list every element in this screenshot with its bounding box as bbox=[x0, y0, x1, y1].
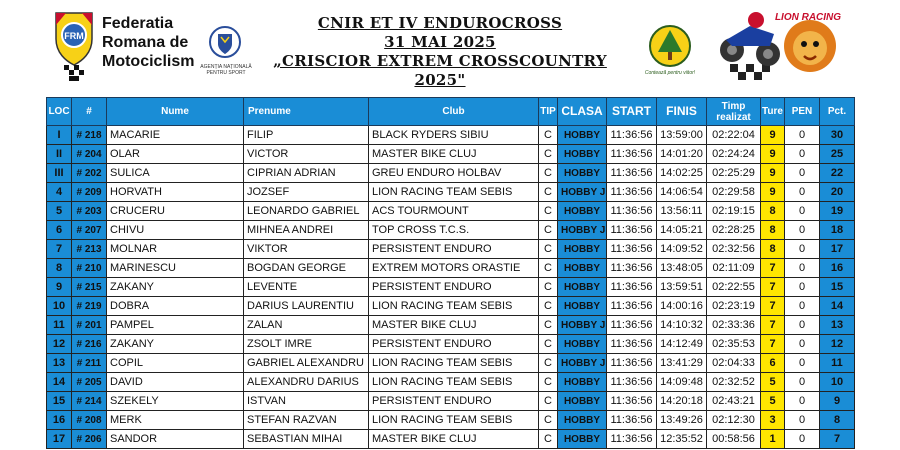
finis-cell: 13:56:11 bbox=[657, 202, 707, 221]
tip-cell: C bbox=[539, 202, 558, 221]
loc-cell: 12 bbox=[47, 335, 72, 354]
loc-cell: 6 bbox=[47, 221, 72, 240]
prenume-cell: FILIP bbox=[244, 126, 369, 145]
table-row bbox=[47, 164, 855, 183]
number-cell: # 219 bbox=[72, 297, 107, 316]
federation-line-3: Motociclism bbox=[102, 53, 195, 70]
timp-cell: 02:12:30 bbox=[707, 411, 761, 430]
finis-cell: 14:05:21 bbox=[657, 221, 707, 240]
tip-cell: C bbox=[539, 354, 558, 373]
pen-cell: 0 bbox=[785, 354, 820, 373]
table-row bbox=[47, 221, 855, 240]
table-header-row bbox=[47, 98, 855, 126]
clasa-cell: HOBBY bbox=[558, 126, 607, 145]
pct-cell: 20 bbox=[820, 183, 855, 202]
nume-cell: SULICA bbox=[107, 164, 244, 183]
number-cell: # 205 bbox=[72, 373, 107, 392]
finis-cell: 14:01:20 bbox=[657, 145, 707, 164]
club-cell: LION RACING TEAM SEBIS bbox=[369, 411, 539, 430]
prenume-cell: VIKTOR bbox=[244, 240, 369, 259]
table-row bbox=[47, 316, 855, 335]
clasa-cell: HOBBY bbox=[558, 430, 607, 449]
pen-cell: 0 bbox=[785, 297, 820, 316]
pct-cell: 8 bbox=[820, 411, 855, 430]
number-cell: # 215 bbox=[72, 278, 107, 297]
club-cell: PERSISTENT ENDURO bbox=[369, 335, 539, 354]
timp-cell: 02:25:29 bbox=[707, 164, 761, 183]
clasa-cell: HOBBY bbox=[558, 392, 607, 411]
pen-cell: 0 bbox=[785, 335, 820, 354]
nume-cell: OLAR bbox=[107, 145, 244, 164]
loc-cell: 15 bbox=[47, 392, 72, 411]
col-header-pen: PEN bbox=[785, 98, 820, 126]
pct-cell: 15 bbox=[820, 278, 855, 297]
pct-cell: 17 bbox=[820, 240, 855, 259]
pen-cell: 0 bbox=[785, 392, 820, 411]
tip-cell: C bbox=[539, 316, 558, 335]
number-cell: # 207 bbox=[72, 221, 107, 240]
start-cell: 11:36:56 bbox=[607, 183, 657, 202]
prenume-cell: ZSOLT IMRE bbox=[244, 335, 369, 354]
clasa-cell: HOBBY bbox=[558, 373, 607, 392]
table-row bbox=[47, 126, 855, 145]
results-body bbox=[47, 126, 855, 449]
timp-cell: 02:24:24 bbox=[707, 145, 761, 164]
loc-cell: 9 bbox=[47, 278, 72, 297]
ture-cell: 8 bbox=[761, 221, 785, 240]
table-row bbox=[47, 297, 855, 316]
timp-cell: 02:23:19 bbox=[707, 297, 761, 316]
ture-cell: 3 bbox=[761, 411, 785, 430]
col-header-loc: LOC bbox=[47, 98, 72, 126]
table-row bbox=[47, 259, 855, 278]
number-cell: # 202 bbox=[72, 164, 107, 183]
loc-cell: 7 bbox=[47, 240, 72, 259]
timp-cell: 02:29:58 bbox=[707, 183, 761, 202]
ture-cell: 5 bbox=[761, 392, 785, 411]
ture-cell: 7 bbox=[761, 297, 785, 316]
pct-cell: 30 bbox=[820, 126, 855, 145]
start-cell: 11:36:56 bbox=[607, 240, 657, 259]
finis-cell: 14:12:49 bbox=[657, 335, 707, 354]
start-cell: 11:36:56 bbox=[607, 392, 657, 411]
clasa-cell: HOBBY bbox=[558, 240, 607, 259]
loc-cell: 14 bbox=[47, 373, 72, 392]
start-cell: 11:36:56 bbox=[607, 145, 657, 164]
tip-cell: C bbox=[539, 430, 558, 449]
finis-cell: 14:09:52 bbox=[657, 240, 707, 259]
tip-cell: C bbox=[539, 221, 558, 240]
finis-cell: 14:00:16 bbox=[657, 297, 707, 316]
finis-cell: 14:02:25 bbox=[657, 164, 707, 183]
tip-cell: C bbox=[539, 183, 558, 202]
finis-cell: 14:06:54 bbox=[657, 183, 707, 202]
loc-cell: I bbox=[47, 126, 72, 145]
prenume-cell: MIHNEA ANDREI bbox=[244, 221, 369, 240]
table-row bbox=[47, 145, 855, 164]
frm-badge: FRM bbox=[64, 31, 84, 41]
gov-caption: AGENȚIA NAȚIONALĂ PENTRU SPORT bbox=[200, 64, 252, 76]
table-row bbox=[47, 183, 855, 202]
romsilva-caption: Contează pentru viitor! bbox=[644, 70, 696, 76]
clasa-cell: HOBBY J bbox=[558, 354, 607, 373]
prenume-cell: LEVENTE bbox=[244, 278, 369, 297]
ture-cell: 7 bbox=[761, 316, 785, 335]
number-cell: # 210 bbox=[72, 259, 107, 278]
table-row bbox=[47, 335, 855, 354]
pct-cell: 12 bbox=[820, 335, 855, 354]
clasa-cell: HOBBY J bbox=[558, 183, 607, 202]
nume-cell: MERK bbox=[107, 411, 244, 430]
tip-cell: C bbox=[539, 240, 558, 259]
table-row bbox=[47, 354, 855, 373]
title-line-3: „CRISCIOR EXTREM CROSSCOUNTRY 2025" bbox=[273, 52, 607, 89]
clasa-cell: HOBBY bbox=[558, 259, 607, 278]
timp-cell: 00:58:56 bbox=[707, 430, 761, 449]
table-row bbox=[47, 411, 855, 430]
start-cell: 11:36:56 bbox=[607, 278, 657, 297]
timp-cell: 02:04:33 bbox=[707, 354, 761, 373]
nume-cell: DOBRA bbox=[107, 297, 244, 316]
start-cell: 11:36:56 bbox=[607, 259, 657, 278]
finis-cell: 14:09:48 bbox=[657, 373, 707, 392]
col-header-number: # bbox=[72, 98, 107, 126]
federation-line-2: Romana de bbox=[102, 34, 189, 51]
number-cell: # 209 bbox=[72, 183, 107, 202]
start-cell: 11:36:56 bbox=[607, 202, 657, 221]
start-cell: 11:36:56 bbox=[607, 316, 657, 335]
club-cell: PERSISTENT ENDURO bbox=[369, 392, 539, 411]
loc-cell: 5 bbox=[47, 202, 72, 221]
nume-cell: SANDOR bbox=[107, 430, 244, 449]
club-cell: LION RACING TEAM SEBIS bbox=[369, 297, 539, 316]
start-cell: 11:36:56 bbox=[607, 126, 657, 145]
prenume-cell: LEONARDO GABRIEL bbox=[244, 202, 369, 221]
number-cell: # 204 bbox=[72, 145, 107, 164]
tip-cell: C bbox=[539, 297, 558, 316]
clasa-cell: HOBBY bbox=[558, 278, 607, 297]
tip-cell: C bbox=[539, 145, 558, 164]
club-cell: LION RACING TEAM SEBIS bbox=[369, 373, 539, 392]
start-cell: 11:36:56 bbox=[607, 335, 657, 354]
pct-cell: 11 bbox=[820, 354, 855, 373]
loc-cell: 11 bbox=[47, 316, 72, 335]
finis-cell: 13:59:00 bbox=[657, 126, 707, 145]
clasa-cell: HOBBY bbox=[558, 335, 607, 354]
tip-cell: C bbox=[539, 259, 558, 278]
tip-cell: C bbox=[539, 373, 558, 392]
start-cell: 11:36:56 bbox=[607, 373, 657, 392]
prenume-cell: ALEXANDRU DARIUS bbox=[244, 373, 369, 392]
pen-cell: 0 bbox=[785, 240, 820, 259]
pen-cell: 0 bbox=[785, 411, 820, 430]
club-cell: GREU ENDURO HOLBAV bbox=[369, 164, 539, 183]
col-header-ture: Ture bbox=[761, 98, 785, 126]
clasa-cell: HOBBY bbox=[558, 411, 607, 430]
nume-cell: CHIVU bbox=[107, 221, 244, 240]
timp-cell: 02:43:21 bbox=[707, 392, 761, 411]
tip-cell: C bbox=[539, 335, 558, 354]
prenume-cell: SEBASTIAN MIHAI bbox=[244, 430, 369, 449]
number-cell: # 213 bbox=[72, 240, 107, 259]
prenume-cell: ZALAN bbox=[244, 316, 369, 335]
col-header-club: Club bbox=[369, 98, 539, 126]
pct-cell: 16 bbox=[820, 259, 855, 278]
nume-cell: DAVID bbox=[107, 373, 244, 392]
clasa-cell: HOBBY bbox=[558, 164, 607, 183]
prenume-cell: ISTVAN bbox=[244, 392, 369, 411]
ture-cell: 9 bbox=[761, 164, 785, 183]
timp-cell: 02:11:09 bbox=[707, 259, 761, 278]
loc-cell: 16 bbox=[47, 411, 72, 430]
pen-cell: 0 bbox=[785, 430, 820, 449]
ture-cell: 1 bbox=[761, 430, 785, 449]
table-row bbox=[47, 278, 855, 297]
pct-cell: 25 bbox=[820, 145, 855, 164]
nume-cell: HORVATH bbox=[107, 183, 244, 202]
loc-cell: II bbox=[47, 145, 72, 164]
table-row bbox=[47, 373, 855, 392]
pen-cell: 0 bbox=[785, 164, 820, 183]
prenume-cell: BOGDAN GEORGE bbox=[244, 259, 369, 278]
nume-cell: PAMPEL bbox=[107, 316, 244, 335]
club-cell: LION RACING TEAM SEBIS bbox=[369, 354, 539, 373]
loc-cell: 13 bbox=[47, 354, 72, 373]
lion-logo-text: LION RACING bbox=[774, 12, 842, 23]
pen-cell: 0 bbox=[785, 316, 820, 335]
club-cell: PERSISTENT ENDURO bbox=[369, 278, 539, 297]
club-cell: MASTER BIKE CLUJ bbox=[369, 145, 539, 164]
loc-cell: III bbox=[47, 164, 72, 183]
nume-cell: MOLNAR bbox=[107, 240, 244, 259]
start-cell: 11:36:56 bbox=[607, 430, 657, 449]
nume-cell: ZAKANY bbox=[107, 335, 244, 354]
loc-cell: 17 bbox=[47, 430, 72, 449]
ture-cell: 7 bbox=[761, 335, 785, 354]
number-cell: # 208 bbox=[72, 411, 107, 430]
title-line-1: CNIR ET IV ENDUROCROSS bbox=[317, 14, 563, 32]
pen-cell: 0 bbox=[785, 259, 820, 278]
col-header-clasa: CLASA bbox=[558, 98, 607, 126]
club-cell: EXTREM MOTORS ORASTIE bbox=[369, 259, 539, 278]
timp-cell: 02:35:53 bbox=[707, 335, 761, 354]
pct-cell: 14 bbox=[820, 297, 855, 316]
event-title bbox=[270, 14, 610, 90]
tip-cell: C bbox=[539, 164, 558, 183]
ture-cell: 9 bbox=[761, 183, 785, 202]
results-header bbox=[0, 0, 900, 96]
col-header-nume: Nume bbox=[107, 98, 244, 126]
tip-cell: C bbox=[539, 126, 558, 145]
tip-cell: C bbox=[539, 278, 558, 297]
pen-cell: 0 bbox=[785, 373, 820, 392]
col-header-timp: Timp realizat bbox=[707, 98, 761, 126]
number-cell: # 214 bbox=[72, 392, 107, 411]
club-cell: TOP CROSS T.C.S. bbox=[369, 221, 539, 240]
loc-cell: 8 bbox=[47, 259, 72, 278]
start-cell: 11:36:56 bbox=[607, 297, 657, 316]
club-cell: PERSISTENT ENDURO bbox=[369, 240, 539, 259]
prenume-cell: CIPRIAN ADRIAN bbox=[244, 164, 369, 183]
number-cell: # 201 bbox=[72, 316, 107, 335]
finis-cell: 12:35:52 bbox=[657, 430, 707, 449]
pen-cell: 0 bbox=[785, 202, 820, 221]
number-cell: # 211 bbox=[72, 354, 107, 373]
finis-cell: 14:10:32 bbox=[657, 316, 707, 335]
timp-cell: 02:33:36 bbox=[707, 316, 761, 335]
pen-cell: 0 bbox=[785, 126, 820, 145]
prenume-cell: DARIUS LAURENTIU bbox=[244, 297, 369, 316]
pct-cell: 13 bbox=[820, 316, 855, 335]
ture-cell: 5 bbox=[761, 373, 785, 392]
table-row bbox=[47, 392, 855, 411]
pct-cell: 7 bbox=[820, 430, 855, 449]
clasa-cell: HOBBY bbox=[558, 202, 607, 221]
prenume-cell: GABRIEL ALEXANDRU bbox=[244, 354, 369, 373]
finis-cell: 13:48:05 bbox=[657, 259, 707, 278]
col-header-tip: TIP bbox=[539, 98, 558, 126]
club-cell: MASTER BIKE CLUJ bbox=[369, 430, 539, 449]
pct-cell: 9 bbox=[820, 392, 855, 411]
start-cell: 11:36:56 bbox=[607, 221, 657, 240]
frm-logo bbox=[52, 9, 96, 83]
federation-name bbox=[102, 14, 194, 71]
timp-cell: 02:19:15 bbox=[707, 202, 761, 221]
pct-cell: 10 bbox=[820, 373, 855, 392]
timp-cell: 02:28:25 bbox=[707, 221, 761, 240]
pct-cell: 19 bbox=[820, 202, 855, 221]
number-cell: # 206 bbox=[72, 430, 107, 449]
clasa-cell: HOBBY J bbox=[558, 316, 607, 335]
pen-cell: 0 bbox=[785, 278, 820, 297]
col-header-prenume: Prenume bbox=[244, 98, 369, 126]
lion-racing-logo-icon bbox=[712, 6, 842, 86]
ture-cell: 6 bbox=[761, 354, 785, 373]
start-cell: 11:36:56 bbox=[607, 354, 657, 373]
club-cell: MASTER BIKE CLUJ bbox=[369, 316, 539, 335]
finis-cell: 13:41:29 bbox=[657, 354, 707, 373]
pct-cell: 18 bbox=[820, 221, 855, 240]
finis-cell: 13:49:26 bbox=[657, 411, 707, 430]
pct-cell: 22 bbox=[820, 164, 855, 183]
loc-cell: 4 bbox=[47, 183, 72, 202]
pen-cell: 0 bbox=[785, 221, 820, 240]
nume-cell: MACARIE bbox=[107, 126, 244, 145]
nume-cell: SZEKELY bbox=[107, 392, 244, 411]
ture-cell: 7 bbox=[761, 278, 785, 297]
results-table bbox=[46, 97, 855, 449]
title-line-2: 31 MAI 2025 bbox=[384, 33, 496, 51]
federation-line-1: Federatia bbox=[102, 15, 174, 32]
timp-cell: 02:22:55 bbox=[707, 278, 761, 297]
timp-cell: 02:32:56 bbox=[707, 240, 761, 259]
ture-cell: 8 bbox=[761, 240, 785, 259]
nume-cell: ZAKANY bbox=[107, 278, 244, 297]
nume-cell: MARINESCU bbox=[107, 259, 244, 278]
prenume-cell: JOZSEF bbox=[244, 183, 369, 202]
club-cell: BLACK RYDERS SIBIU bbox=[369, 126, 539, 145]
clasa-cell: HOBBY J bbox=[558, 221, 607, 240]
ture-cell: 9 bbox=[761, 145, 785, 164]
club-cell: ACS TOURMOUNT bbox=[369, 202, 539, 221]
prenume-cell: VICTOR bbox=[244, 145, 369, 164]
col-header-finis: FINIS bbox=[657, 98, 707, 126]
nume-cell: COPIL bbox=[107, 354, 244, 373]
col-header-pct: Pct. bbox=[820, 98, 855, 126]
ture-cell: 7 bbox=[761, 259, 785, 278]
table-row bbox=[47, 430, 855, 449]
pen-cell: 0 bbox=[785, 183, 820, 202]
prenume-cell: STEFAN RAZVAN bbox=[244, 411, 369, 430]
table-row bbox=[47, 240, 855, 259]
nume-cell: CRUCERU bbox=[107, 202, 244, 221]
clasa-cell: HOBBY bbox=[558, 145, 607, 164]
tip-cell: C bbox=[539, 392, 558, 411]
tip-cell: C bbox=[539, 411, 558, 430]
timp-cell: 02:32:52 bbox=[707, 373, 761, 392]
start-cell: 11:36:56 bbox=[607, 164, 657, 183]
table-row bbox=[47, 202, 855, 221]
col-header-start: START bbox=[607, 98, 657, 126]
number-cell: # 203 bbox=[72, 202, 107, 221]
start-cell: 11:36:56 bbox=[607, 411, 657, 430]
pen-cell: 0 bbox=[785, 145, 820, 164]
number-cell: # 218 bbox=[72, 126, 107, 145]
finis-cell: 13:59:51 bbox=[657, 278, 707, 297]
timp-cell: 02:22:04 bbox=[707, 126, 761, 145]
number-cell: # 216 bbox=[72, 335, 107, 354]
club-cell: LION RACING TEAM SEBIS bbox=[369, 183, 539, 202]
loc-cell: 10 bbox=[47, 297, 72, 316]
finis-cell: 14:20:18 bbox=[657, 392, 707, 411]
ture-cell: 9 bbox=[761, 126, 785, 145]
clasa-cell: HOBBY bbox=[558, 297, 607, 316]
ture-cell: 8 bbox=[761, 202, 785, 221]
